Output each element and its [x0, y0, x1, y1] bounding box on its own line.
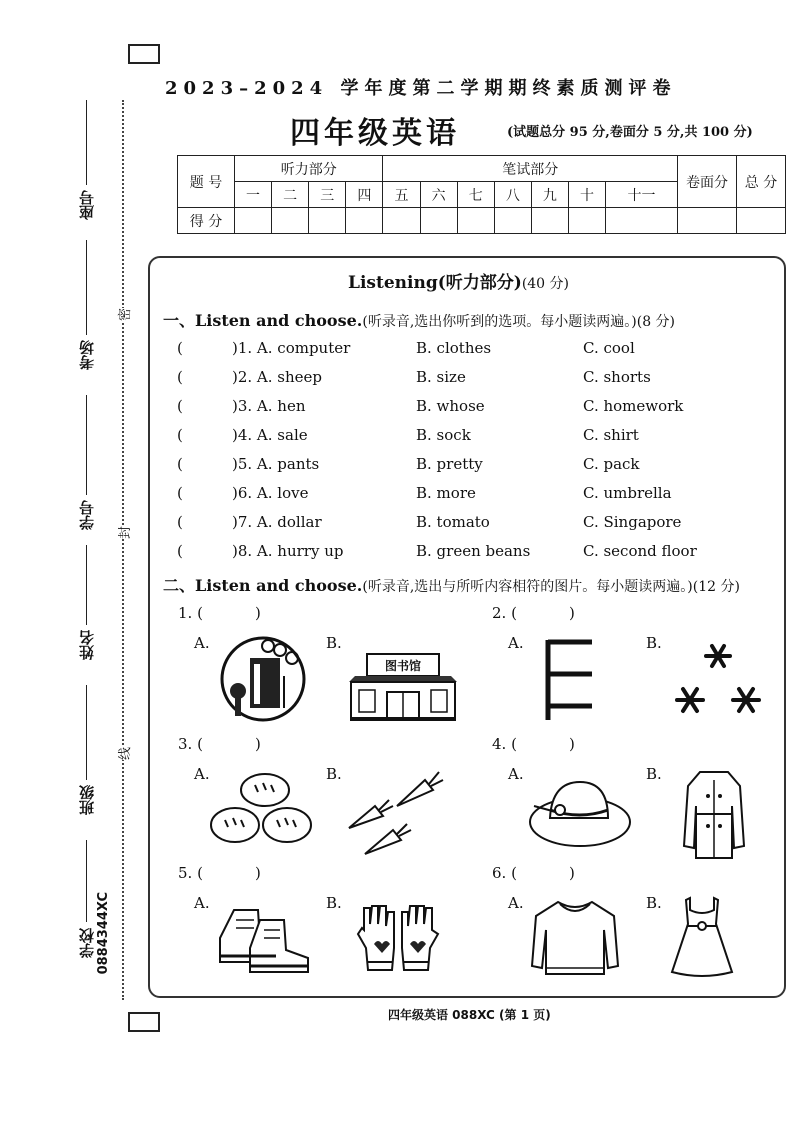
option-b: B. whose [416, 397, 485, 415]
writing-header: 笔试部分 [383, 156, 678, 182]
option-a-label: A. [194, 634, 210, 652]
item-label: 题 号 [178, 156, 235, 208]
score-cell[interactable] [272, 208, 309, 234]
paper-code: 0884344XC [96, 892, 111, 975]
student-no-line[interactable] [86, 395, 87, 495]
library-sign: 图书馆 [384, 659, 421, 673]
score-cell[interactable] [568, 208, 605, 234]
carrots-icon[interactable] [345, 766, 445, 858]
class-label: 班级 [78, 785, 96, 815]
class-line[interactable] [86, 685, 87, 780]
option-c: C. cool [583, 339, 635, 357]
option-c: C. Singapore [583, 513, 682, 531]
answer-bracket[interactable]: ( [177, 455, 183, 473]
option-b-label: B. [326, 765, 342, 783]
num-cell: 二 [272, 182, 309, 208]
part1-heading: 一、Listen and choose.(听录音,选出你听到的选项。每小题读两遍。)(8 分) [163, 311, 676, 330]
option-a: )7. A. dollar [232, 513, 322, 531]
pic-question-3[interactable]: 3. ( ) [178, 735, 261, 753]
option-a: )4. A. sale [232, 426, 308, 444]
seat-label: 座号 [78, 190, 96, 220]
score-cell[interactable] [383, 208, 420, 234]
option-b: B. more [416, 484, 476, 502]
option-b-label: B. [646, 765, 662, 783]
option-a-label: A. [508, 634, 524, 652]
num-cell: 十一 [606, 182, 678, 208]
num-cell: 十 [568, 182, 605, 208]
num-cell: 五 [383, 182, 420, 208]
year-title: 2023–2024 学年度第二学期期终素质测评卷 [165, 78, 677, 99]
answer-bracket[interactable]: ( [177, 513, 183, 531]
option-b-label: B. [646, 634, 662, 652]
seal-char: 线 [114, 747, 133, 760]
library-icon[interactable] [345, 652, 461, 722]
option-b: B. sock [416, 426, 471, 444]
music-room-icon[interactable] [218, 636, 308, 722]
option-b-label: B. [326, 894, 342, 912]
option-a: )6. A. love [232, 484, 309, 502]
num-cell: 一 [235, 182, 272, 208]
seat-line[interactable] [86, 100, 87, 185]
corner-box-top [128, 44, 160, 64]
coat-icon[interactable] [682, 766, 746, 862]
part2-heading: 二、Listen and choose.(听录音,选出与所听内容相符的图片。每小题读两遍。)(12 分) [163, 576, 740, 595]
score-cell[interactable] [678, 208, 737, 234]
sweater-icon[interactable] [530, 896, 620, 980]
score-label: 得 分 [178, 208, 235, 234]
bread-icon[interactable] [205, 770, 315, 850]
num-cell: 六 [420, 182, 457, 208]
dress-icon[interactable] [668, 894, 736, 980]
answer-bracket[interactable]: ( [177, 397, 183, 415]
number-shape-icon[interactable] [540, 634, 600, 724]
pic-question-1[interactable]: 1. ( ) [178, 604, 261, 622]
pic-question-6[interactable]: 6. ( ) [492, 864, 575, 882]
option-c: C. shorts [583, 368, 651, 386]
option-a-label: A. [508, 894, 524, 912]
option-b-label: B. [326, 634, 342, 652]
score-note: (试题总分 95 分,卷面分 5 分,共 100 分) [507, 125, 753, 140]
score-cell[interactable] [737, 208, 786, 234]
score-cell[interactable] [420, 208, 457, 234]
option-b: B. pretty [416, 455, 483, 473]
option-b: B. green beans [416, 542, 531, 560]
option-c: C. umbrella [583, 484, 672, 502]
shoes-icon[interactable] [214, 898, 314, 978]
option-a: )5. A. pants [232, 455, 320, 473]
option-a-label: A. [508, 765, 524, 783]
pic-question-4[interactable]: 4. ( ) [492, 735, 575, 753]
option-c: C. pack [583, 455, 640, 473]
exam-room-label: 考场 [78, 340, 96, 370]
school-line[interactable] [86, 840, 87, 922]
hat-icon[interactable] [520, 774, 632, 850]
score-cell[interactable] [346, 208, 383, 234]
option-c: C. second floor [583, 542, 697, 560]
option-a: )8. A. hurry up [232, 542, 344, 560]
seal-char: 封 [114, 526, 133, 539]
option-a: )2. A. sheep [232, 368, 323, 386]
num-cell: 九 [531, 182, 568, 208]
score-cell[interactable] [531, 208, 568, 234]
answer-bracket[interactable]: ( [177, 368, 183, 386]
option-c: C. homework [583, 397, 684, 415]
seal-dotted-line [122, 100, 124, 1000]
score-cell[interactable] [309, 208, 346, 234]
score-cell[interactable] [235, 208, 272, 234]
option-b: B. clothes [416, 339, 492, 357]
gloves-icon[interactable] [356, 900, 440, 978]
pic-question-5[interactable]: 5. ( ) [178, 864, 261, 882]
num-cell: 三 [309, 182, 346, 208]
answer-bracket[interactable]: ( [177, 339, 183, 357]
total-header: 总 分 [737, 156, 786, 208]
school-label: 学校 [78, 928, 96, 958]
exam-room-line[interactable] [86, 240, 87, 335]
name-line[interactable] [86, 545, 87, 625]
option-a-label: A. [194, 765, 210, 783]
option-a: )1. A. computer [232, 339, 351, 357]
option-b-label: B. [646, 894, 662, 912]
listening-header: 听力部分 [235, 156, 383, 182]
num-cell: 八 [494, 182, 531, 208]
page-title: 四年级英语 [290, 116, 460, 151]
num-cell: 七 [457, 182, 494, 208]
pic-question-2[interactable]: 2. ( ) [492, 604, 575, 622]
seal-char: 密 [114, 308, 133, 321]
score-cell[interactable] [606, 208, 678, 234]
snowflakes-icon[interactable] [670, 638, 770, 722]
num-cell: 四 [346, 182, 383, 208]
option-a: )3. A. hen [232, 397, 306, 415]
name-label: 姓名 [78, 630, 96, 660]
page-footer: 四年级英语 088XC (第 1 页) [388, 1008, 551, 1022]
answer-bracket[interactable]: ( [177, 426, 183, 444]
score-table [177, 155, 786, 234]
score-cell[interactable] [494, 208, 531, 234]
score-cell[interactable] [457, 208, 494, 234]
answer-bracket[interactable]: ( [177, 542, 183, 560]
neatness-header: 卷面分 [678, 156, 737, 208]
corner-box-bottom [128, 1012, 160, 1032]
option-c: C. shirt [583, 426, 639, 444]
listening-title: Listening(听力部分)(40 分) [348, 273, 570, 293]
option-b: B. size [416, 368, 466, 386]
answer-bracket[interactable]: ( [177, 484, 183, 502]
student-no-label: 学号 [78, 500, 96, 530]
option-b: B. tomato [416, 513, 490, 531]
option-a-label: A. [194, 894, 210, 912]
